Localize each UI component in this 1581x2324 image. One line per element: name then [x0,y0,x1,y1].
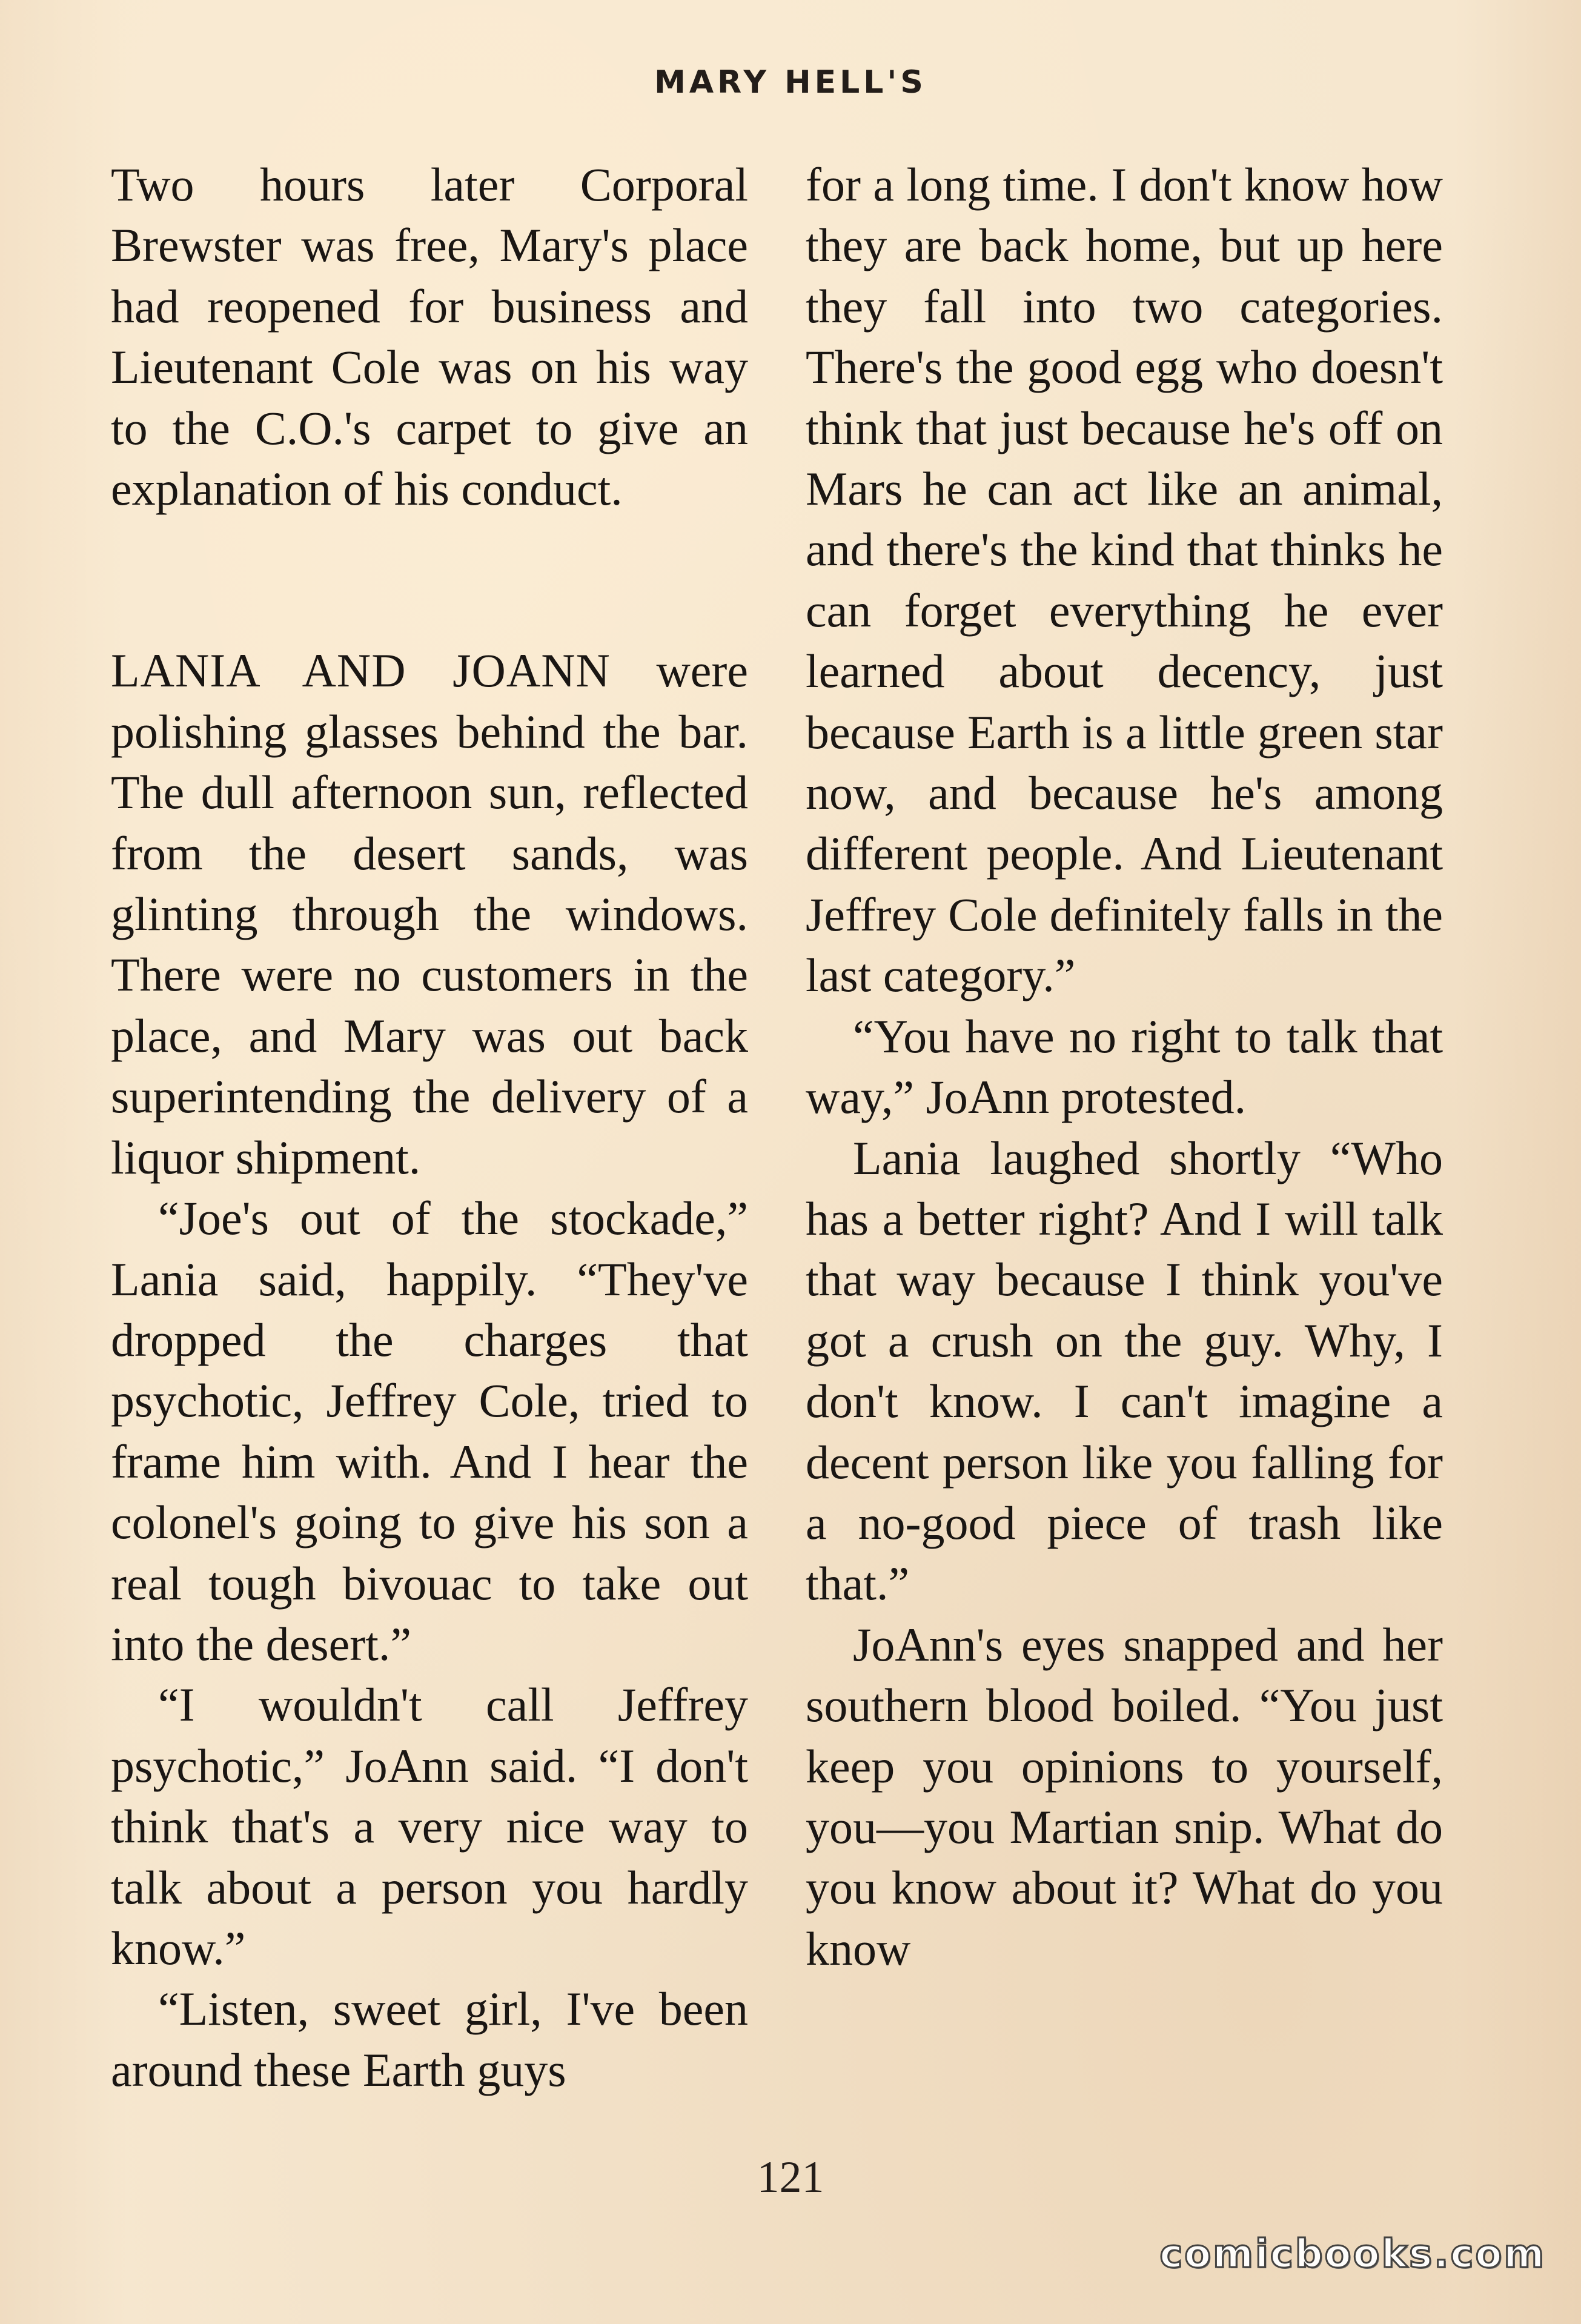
paragraph: “Listen, sweet girl, I've been around these Earth guys [111,1982,748,2096]
right-column [806,154,1443,1979]
running-head: MARY HELL'S [654,64,927,101]
section-break-paragraph [111,640,748,1188]
paragraph: Two hours later Corporal Brewster was free, Mary's place had reopened for business and Lieutenant Cole was on his way to the C.O.'s carpet to give an explanation of his conduct. [111,158,748,516]
section-lead-in: LANIA AND JOANN [111,644,611,697]
watermark-logo: comicbooks.com [1159,2232,1546,2277]
page-number: 121 [757,2153,824,2202]
paragraph: JoAnn's eyes snapped and her southern blood boiled. “You just keep you opinions to yourself, you—you Martian snip. What do you know about it? What do you know [806,1618,1443,1975]
paragraph: “Joe's out of the stockade,” Lania said, happily. “They've dropped the charges that psychotic, Jeffrey Cole, tried to frame him with. And I hear the colonel's going to give his son a real tough bivouac to take out into the desert.” [111,1192,748,1670]
paragraph: Lania laughed shortly “Who has a better right? And I will talk that way because I think you've got a crush on the guy. Why, I don't know. I can't imagine a decent person like you falling for a no-good piece of trash like that.” [806,1131,1443,1610]
paragraph: “You have no right to talk that way,” JoAnn protested. [806,1009,1443,1124]
continued-paragraph: for a long time. I don't know how they are back home, but up here they fall into two categories. There's the good egg who doesn't think that just because he's off on Mars he can act like an animal, and there's the kind that thinks he can forget everything he ever learned about decency, just because Earth is a little green star now, and because he's among different people. And Lieutenant Jeffrey Cole definitely falls in the last category.” [806,158,1443,1002]
paragraph: “I wouldn't call Jeffrey psychotic,” JoAnn said. “I don't think that's a very nice way to talk about a person you hardly know.” [111,1678,748,1974]
left-column [111,154,748,2100]
paragraph-text: were polishing glasses behind the bar. The dull afternoon sun, reflected from the desert sands, was glinting through the windows. There were no customers in the place, and Mary was out back superintending the delivery of a liquor shipment. [111,644,748,1184]
